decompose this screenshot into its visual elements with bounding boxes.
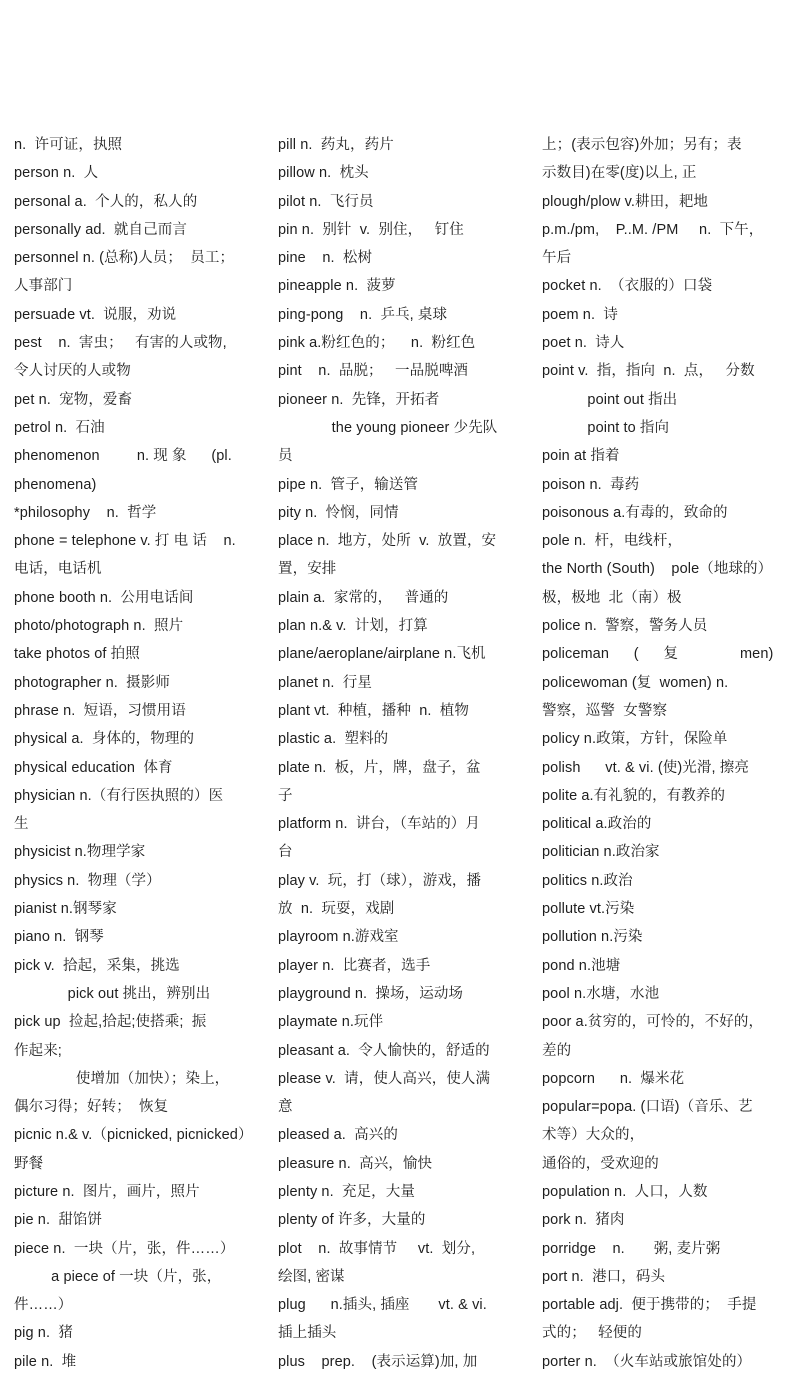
vocabulary-entry-line: the young pioneer 少先队: [278, 419, 498, 436]
vocabulary-entry-line: person n. 人: [14, 165, 99, 182]
vocabulary-entry-line: pie n. 甜馅饼: [14, 1212, 103, 1229]
vocabulary-entry-line: poem n. 诗: [542, 306, 618, 323]
vocabulary-entry-line: ping-pong n. 乒乓, 桌球: [278, 306, 448, 323]
vocabulary-entry-line: 术等）大众的，: [542, 1127, 645, 1144]
vocabulary-entry-line: pineapple n. 菠萝: [278, 278, 396, 295]
vocabulary-entry-line: 午后: [542, 250, 572, 267]
vocabulary-entry-line: pick up 捡起,拾起;使搭乘; 振: [14, 1014, 207, 1031]
vocabulary-entry-line: 上；(表示包容)外加；另有；表: [542, 137, 742, 153]
vocabulary-entry-line: pleasure n. 高兴，愉快: [278, 1155, 433, 1172]
vocabulary-entry-line: port n. 港口，码头: [542, 1268, 666, 1285]
vocabulary-entry-line: 生: [14, 816, 29, 833]
vocabulary-page: [0, 131, 795, 1381]
vocabulary-entry-line: plus prep. (表示运算)加, 加: [278, 1353, 478, 1370]
vocabulary-entry-line: play v. 玩，打（球），游戏，播: [278, 872, 482, 889]
vocabulary-entry-line: pocket n. （衣服的）口袋: [542, 278, 713, 295]
vocabulary-entry-line: playroom n.游戏室: [278, 929, 399, 946]
vocabulary-entry-line: popcorn n. 爆米花: [542, 1070, 685, 1087]
vocabulary-entry-line: plan n.& v. 计划，打算: [278, 618, 428, 635]
vocabulary-entry-line: pioneer n. 先锋，开拓者: [278, 391, 440, 408]
vocabulary-entry-line: point out 指出: [542, 391, 678, 408]
vocabulary-entry-line: pillow n. 枕头: [278, 165, 369, 182]
vocabulary-entry-line: physicist n.物理学家: [14, 844, 146, 861]
vocabulary-entry-line: 令人讨厌的人或物: [14, 363, 131, 380]
vocabulary-entry-line: 电话，电话机: [14, 561, 102, 578]
vocabulary-entry-line: plain a. 家常的， 普通的: [278, 589, 449, 606]
vocabulary-entry-line: playmate n.玩伴: [278, 1014, 384, 1031]
vocabulary-entry-line: 差的: [542, 1042, 572, 1059]
vocabulary-entry-line: playground n. 操场，运动场: [278, 985, 464, 1002]
vocabulary-entry-line: take photos of 拍照: [14, 646, 140, 663]
vocabulary-entry-line: please v. 请，使人高兴，使人满: [278, 1070, 491, 1087]
vocabulary-entry-line: picnic n.& v.（picnicked, picnicked）: [14, 1127, 253, 1144]
vocabulary-entry-line: plenty of 许多，大量的: [278, 1212, 426, 1229]
vocabulary-entry-line: plot n. 故事情节 vt. 划分,: [278, 1240, 476, 1257]
vocabulary-entry-line: pint n. 品脱； 一品脱啤酒: [278, 363, 469, 380]
vocabulary-entry-line: 台: [278, 844, 293, 861]
vocabulary-entry-line: politics n.政治: [542, 872, 633, 889]
vocabulary-entry-line: 置，安排: [278, 561, 337, 578]
vocabulary-entry-line: plenty n. 充足，大量: [278, 1183, 415, 1200]
vocabulary-entry-line: pool n.水塘，水池: [542, 985, 660, 1002]
vocabulary-entry-line: pollution n.污染: [542, 929, 643, 946]
vocabulary-entry-line: 插上插头: [278, 1325, 337, 1342]
vocabulary-entry-line: pest n. 害虫； 有害的人或物,: [14, 335, 227, 352]
vocabulary-entry-line: polish vt. & vi. (使)光滑, 擦亮: [542, 759, 749, 776]
vocabulary-column-3: [542, 131, 787, 1376]
vocabulary-entry-line: phenomenon n. 现 象 (pl.: [14, 448, 232, 465]
vocabulary-entry-line: poor a.贫穷的，可怜的，不好的，: [542, 1014, 764, 1031]
vocabulary-entry-line: n. 许可证，执照: [14, 137, 123, 153]
vocabulary-entry-line: 子: [278, 787, 293, 804]
vocabulary-entry-line: pity n. 怜悯，同情: [278, 504, 399, 521]
vocabulary-entry-line: plane/aeroplane/airplane n.飞机: [278, 646, 486, 663]
vocabulary-entry-line: *philosophy n. 哲学: [14, 504, 157, 521]
vocabulary-entry-line: 放 n. 玩耍，戏剧: [278, 901, 395, 918]
vocabulary-entry-line: popular=popa. (口语)（音乐、艺: [542, 1099, 753, 1116]
vocabulary-entry-line: 偶尔习得；好转； 恢复: [14, 1099, 169, 1116]
vocabulary-entry-line: plough/plow v.耕田，耙地: [542, 193, 709, 210]
vocabulary-entry-line: physician n.（有行医执照的）医: [14, 787, 224, 804]
vocabulary-entry-line: player n. 比赛者，选手: [278, 957, 431, 974]
vocabulary-entry-line: plug n.插头, 插座 vt. & vi.: [278, 1297, 487, 1314]
vocabulary-entry-line: phone = telephone v. 打 电 话 n.: [14, 533, 236, 550]
vocabulary-entry-line: a piece of 一块（片，张，: [14, 1268, 222, 1285]
vocabulary-entry-line: physics n. 物理（学）: [14, 872, 161, 889]
vocabulary-entry-line: poet n. 诗人: [542, 335, 625, 352]
vocabulary-column-2: [278, 131, 528, 1376]
vocabulary-entry-line: 警察，巡警 女警察: [542, 702, 668, 719]
vocabulary-entry-line: pilot n. 飞行员: [278, 193, 374, 210]
vocabulary-entry-line: 作起来;: [14, 1042, 62, 1059]
vocabulary-entry-line: photographer n. 摄影师: [14, 674, 170, 691]
vocabulary-entry-line: 式的； 轻便的: [542, 1325, 642, 1342]
vocabulary-entry-line: pond n.池塘: [542, 957, 621, 974]
vocabulary-entry-line: portable adj. 便于携带的； 手提: [542, 1297, 757, 1314]
vocabulary-entry-line: pine n. 松树: [278, 250, 373, 267]
vocabulary-entry-line: plate n. 板，片，牌，盘子，盆: [278, 759, 481, 776]
vocabulary-entry-line: police n. 警察，警务人员: [542, 618, 708, 635]
vocabulary-entry-line: place n. 地方，处所 v. 放置，安: [278, 533, 497, 550]
vocabulary-entry-line: phone booth n. 公用电话间: [14, 589, 194, 606]
vocabulary-entry-line: poisonous a.有毒的，致命的: [542, 504, 728, 521]
vocabulary-entry-line: pin n. 别针 v. 别住， 钉住: [278, 221, 464, 238]
vocabulary-entry-line: pink a.粉红色的； n. 粉红色: [278, 335, 476, 352]
vocabulary-entry-line: 人事部门: [14, 278, 73, 295]
vocabulary-entry-line: policy n.政策，方针，保险单: [542, 731, 728, 748]
vocabulary-entry-line: 绘图, 密谋: [278, 1268, 345, 1285]
vocabulary-entry-line: pipe n. 管子，输送管: [278, 476, 419, 493]
vocabulary-entry-line: physical a. 身体的，物理的: [14, 731, 195, 748]
vocabulary-entry-line: p.m./pm, P..M. /PM n. 下午，: [542, 221, 764, 238]
vocabulary-entry-line: 野餐: [14, 1155, 44, 1172]
vocabulary-entry-line: 员: [278, 448, 293, 465]
vocabulary-entry-line: pig n. 猪: [14, 1325, 73, 1342]
vocabulary-entry-line: platform n. 讲台，（车站的）月: [278, 816, 481, 833]
vocabulary-entry-line: physical education 体育: [14, 759, 173, 776]
vocabulary-entry-line: policeman ( 复 men): [542, 646, 774, 663]
vocabulary-entry-line: pork n. 猪肉: [542, 1212, 625, 1229]
vocabulary-entry-line: policewoman (复 women) n.: [542, 674, 729, 691]
vocabulary-entry-line: piano n. 钢琴: [14, 929, 104, 946]
vocabulary-entry-line: pick out 挑出，辨别出: [14, 985, 211, 1002]
vocabulary-entry-line: persuade vt. 说服，劝说: [14, 306, 177, 323]
vocabulary-entry-line: porridge n. 粥, 麦片粥: [542, 1240, 721, 1257]
vocabulary-entry-line: 极，极地 北（南）极: [542, 589, 682, 606]
vocabulary-entry-line: point v. 指，指向 n. 点， 分数: [542, 363, 755, 380]
vocabulary-entry-line: plastic a. 塑料的: [278, 731, 389, 748]
vocabulary-entry-line: phrase n. 短语，习惯用语: [14, 702, 186, 719]
vocabulary-entry-line: plant vt. 种植，播种 n. 植物: [278, 702, 469, 719]
vocabulary-entry-line: the North (South) pole（地球的）: [542, 561, 773, 578]
vocabulary-entry-line: photo/photograph n. 照片: [14, 618, 184, 635]
vocabulary-entry-line: polite a.有礼貌的，有教养的: [542, 787, 726, 804]
vocabulary-entry-line: pick v. 拾起，采集，挑选: [14, 957, 180, 974]
vocabulary-entry-line: personal a. 个人的，私人的: [14, 193, 198, 210]
vocabulary-entry-line: pleasant a. 令人愉快的，舒适的: [278, 1042, 490, 1059]
vocabulary-entry-line: politician n.政治家: [542, 844, 660, 861]
vocabulary-entry-line: 使增加（加快）；染上，: [14, 1070, 230, 1087]
vocabulary-entry-line: pleased a. 高兴的: [278, 1127, 398, 1144]
vocabulary-entry-line: planet n. 行星: [278, 674, 372, 691]
vocabulary-entry-line: poin at 指着: [542, 448, 620, 465]
vocabulary-entry-line: petrol n. 石油: [14, 419, 105, 436]
vocabulary-entry-line: 意: [278, 1099, 293, 1116]
vocabulary-entry-line: population n. 人口，人数: [542, 1183, 708, 1200]
vocabulary-entry-line: pet n. 宠物，爱畜: [14, 391, 133, 408]
vocabulary-entry-line: 示数目)在零(度)以上, 正: [542, 165, 697, 182]
vocabulary-entry-line: personnel n. (总称)人员； 员工；: [14, 250, 235, 267]
vocabulary-entry-line: poison n. 毒药: [542, 476, 640, 493]
vocabulary-entry-line: political a.政治的: [542, 816, 652, 833]
vocabulary-entry-line: phenomena): [14, 476, 97, 493]
vocabulary-entry-line: 件……）: [14, 1297, 73, 1314]
vocabulary-entry-line: piece n. 一块（片，张，件……）: [14, 1240, 235, 1257]
vocabulary-entry-line: pollute vt.污染: [542, 901, 635, 918]
vocabulary-entry-line: pole n. 杆，电线杆，: [542, 533, 683, 550]
vocabulary-entry-line: picture n. 图片，画片，照片: [14, 1183, 200, 1200]
vocabulary-entry-line: porter n. （火车站或旅馆处的）: [542, 1353, 752, 1370]
vocabulary-entry-line: pile n. 堆: [14, 1353, 77, 1370]
vocabulary-entry-line: pill n. 药丸，药片: [278, 137, 394, 153]
vocabulary-column-1: [14, 131, 264, 1376]
vocabulary-entry-line: point to 指向: [542, 419, 670, 436]
vocabulary-entry-line: 通俗的，受欢迎的: [542, 1155, 659, 1172]
vocabulary-entry-line: personally ad. 就自己而言: [14, 221, 187, 238]
vocabulary-entry-line: pianist n.钢琴家: [14, 901, 117, 918]
